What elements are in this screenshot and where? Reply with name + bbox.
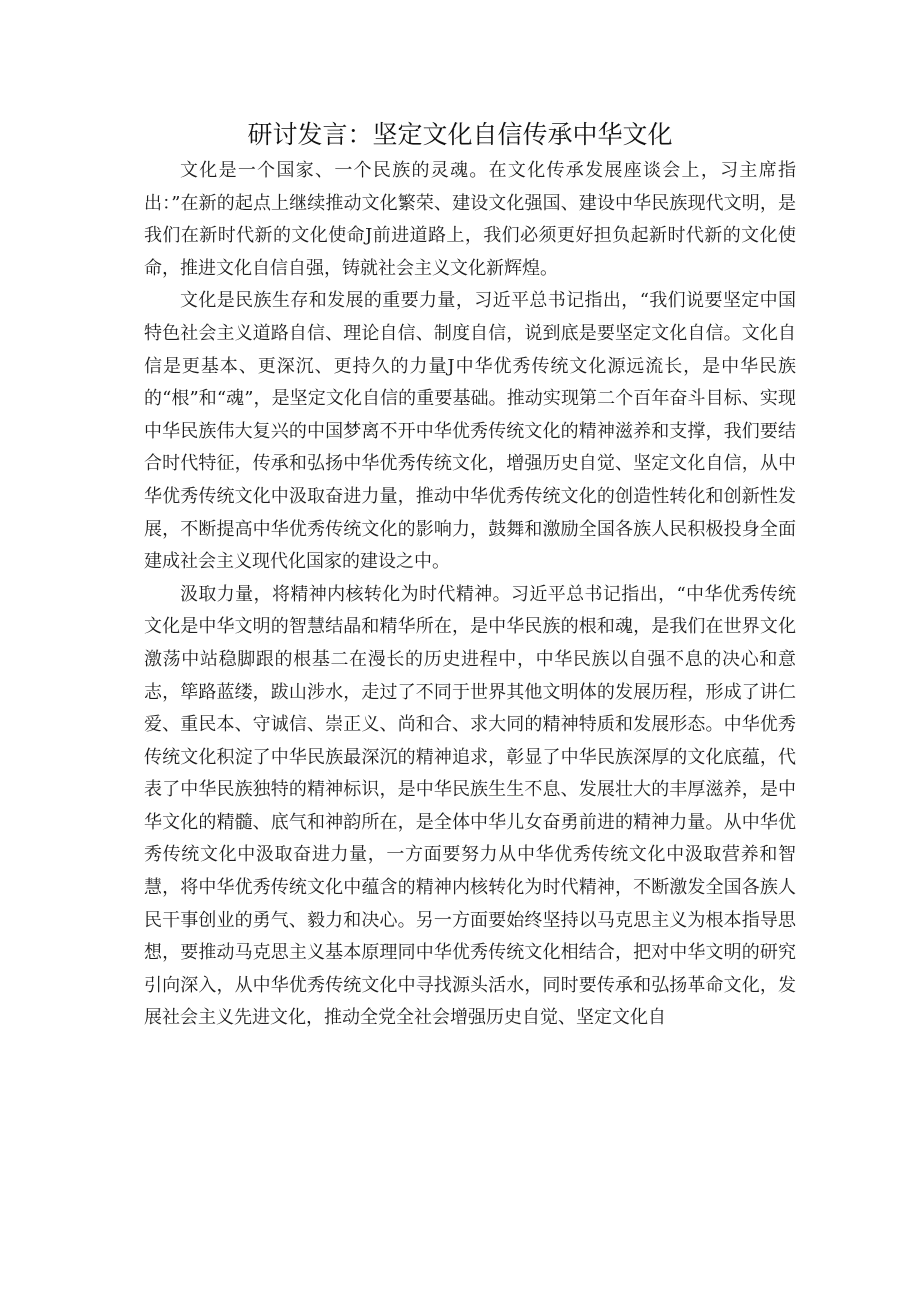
- document-body: [144, 155, 796, 1035]
- document-title: 研讨发言：坚定文化自信传承中华文化: [247, 120, 673, 149]
- paragraph-1: 文化是一个国家、一个民族的灵魂。在文化传承发展座谈会上，习主席指出：”在新的起点上继续推动文化繁荣、建设文化强国、建设中华民族现代文明，是我们在新时代新的文化使命J前进道路上，我们必须更好担负起新时代新的文化使命，推进文化自信自强，铸就社会主义文化新辉煌。: [144, 160, 796, 279]
- paragraph-2: 文化是民族生存和发展的重要力量，习近平总书记指出，“我们说要坚定中国特色社会主义道路自信、理论自信、制度自信，说到底是要坚定文化自信。文化自信是更基本、更深沉、更持久的力量J中华优秀传统文化源远流长，是中华民族的“根”和“魂”，是坚定文化自信的重要基础。推动实现第二个百年奋斗目标、实现中华民族伟大复兴的中国梦离不开中华优秀传统文化的精神滋养和支撑，我们要结合时代特征，传承和弘扬中华优秀传统文化，增强历史自觉、坚定文化自信，从中华优秀传统文化中汲取奋进力量，推动中华优秀传统文化的创造性转化和创新性发展，不断提高中华优秀传统文化的影响力，鼓舞和激励全国各族人民积极投身全面建成社会主义现代化国家的建设之中。: [144, 290, 796, 573]
- paragraph-3: 汲取力量，将精神内核转化为时代精神。习近平总书记指出，“中华优秀传统文化是中华文明的智慧结晶和精华所在，是中华民族的根和魂，是我们在世界文化激荡中站稳脚跟的根基二在漫长的历史进程中，中华民族以自强不息的决心和意志，筚路蓝缕，跋山涉水，走过了不同于世界其他文明体的发展历程，形成了讲仁爱、重民本、守诚信、崇正义、尚和合、求大同的精神特质和发展形态。中华优秀传统文化积淀了中华民族最深沉的精神追求，彰显了中华民族深厚的文化底蕴，代表了中华民族独特的精神标识，是中华民族生生不息、发展壮大的丰厚滋养，是中华文化的精髓、底气和神韵所在，是全体中华儿女奋勇前进的精神力量。从中华优秀传统文化中汲取奋进力量，一方面要努力从中华优秀传统文化中汲取营养和智慧，将中华优秀传统文化中蕴含的精神内核转化为时代精神，不断激发全国各族人民干事创业的勇气、毅力和决心。另一方面要始终坚持以马克思主义为根本指导思想，要推动马克思主义基本原理同中华优秀传统文化相结合，把对中华文明的研究引向深入，从中华优秀传统文化中寻找源头活水，同时要传承和弘扬革命文化，发展社会主义先进文化，推动全党全社会增强历史自觉、坚定文化自: [144, 583, 796, 1029]
